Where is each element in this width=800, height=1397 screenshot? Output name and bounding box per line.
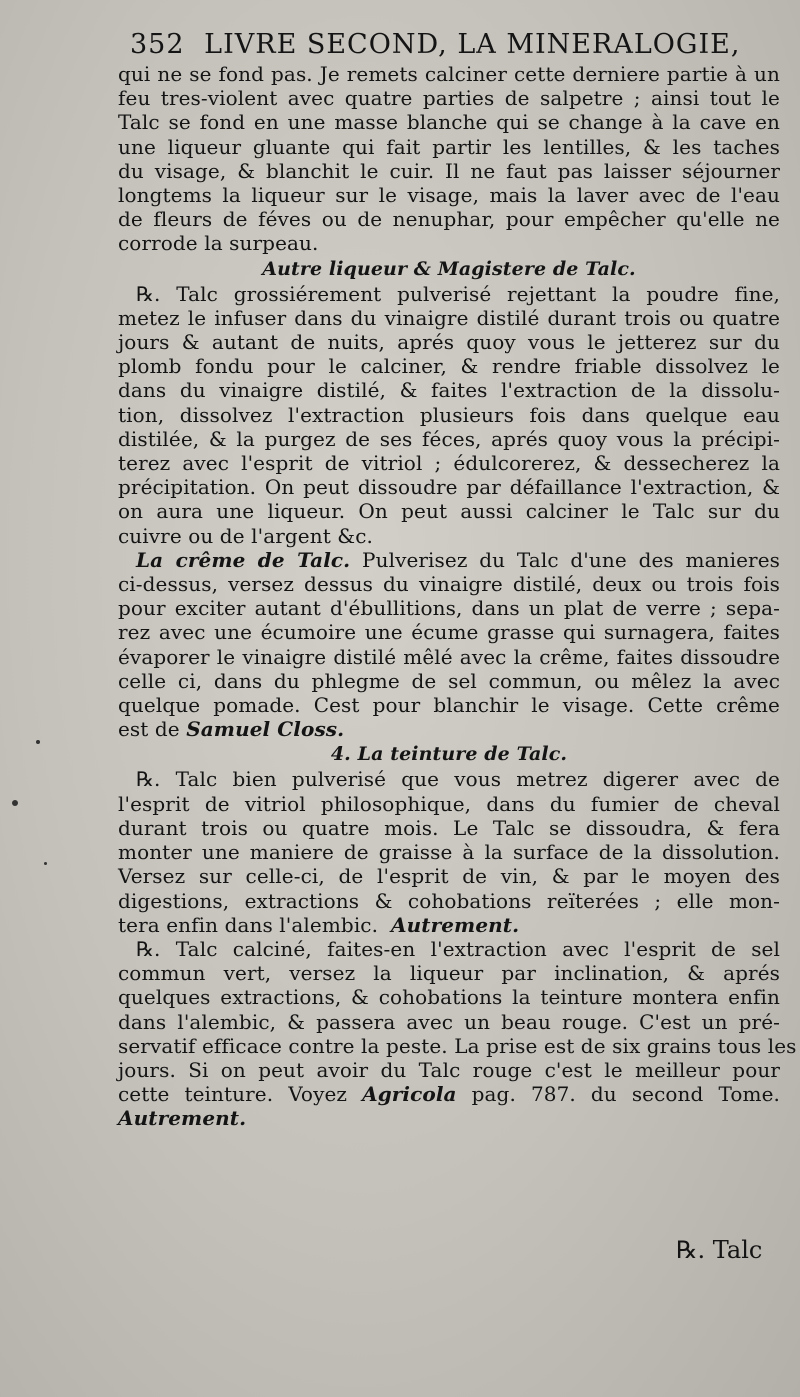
section-heading: Autre liqueur & Magistere de Talc.: [262, 257, 636, 280]
text-fragment: tera enfin dans l'alembic.: [118, 912, 379, 937]
text-line: ℞. Talc calciné, faites-en l'extraction avec l'esprit de sel: [136, 936, 780, 961]
text-line: ℞. Talc bien pulverisé que vous metrez digerer avec de: [136, 767, 780, 792]
text-block: [118, 28, 797, 1131]
paragraph-creme: [118, 548, 780, 742]
text-line: dans du vinaigre distilé, & faites l'extraction de la dissolu-: [118, 378, 780, 403]
reference-page: pag. 787.: [471, 1082, 576, 1107]
text-line: feu tres-violent avec quatre parties de salpetre ; ainsi tout le: [118, 86, 780, 111]
text-fragment: cette teinture. Voyez: [118, 1082, 348, 1107]
ink-speck: [36, 740, 40, 744]
text-line: durant trois ou quatre mois. Le Talc se dissoudra, & fera: [118, 815, 780, 840]
text-line: jours & autant de nuits, aprés quoy vous le jetterez sur du: [118, 330, 780, 355]
text-line: celle ci, dans du phlegme de sel commun, ou mêlez la avec: [118, 668, 780, 693]
text-line: ℞. Talc grossiérement pulverisé rejettant la poudre fine,: [136, 281, 780, 306]
text-line: terez avec l'esprit de vitriol ; édulcorerez, & dessecherez la: [118, 451, 780, 476]
running-head: [130, 28, 780, 62]
text-line: longtems la liqueur sur le visage, mais la laver avec de l'eau: [118, 183, 780, 208]
ink-speck: [44, 862, 47, 865]
text-line: jours. Si on peut avoir du Talc rouge c'est le meilleur pour: [118, 1057, 780, 1082]
reference-rest: du second Tome.: [590, 1082, 780, 1107]
ink-speck: [12, 800, 18, 806]
paragraph-autrement: [118, 936, 797, 1131]
catchword: ℞. Talc: [676, 1236, 763, 1264]
text-line: tion, dissolvez l'extraction plusieurs fois dans quelque eau: [118, 402, 780, 427]
paragraph-teinture: [118, 767, 780, 936]
text-line: monter une maniere de graisse à la surface de la dissolution.: [118, 840, 780, 865]
text-line: servatif efficace contre la peste. La prise est de six grains tous les: [118, 1033, 797, 1058]
text-line: une liqueur gluante qui fait partir les lentilles, & les taches: [118, 134, 780, 159]
text-line: metez le infuser dans du vinaigre distilé durant trois ou quatre: [118, 305, 780, 330]
author-name: Samuel Closs.: [186, 717, 345, 742]
text-line: de fleurs de féves ou de nenuphar, pour empêcher qu'elle ne: [118, 207, 780, 232]
text-line: distilée, & la purgez de ses féces, aprés quoy vous la précipi-: [118, 426, 780, 451]
text-line: cuivre ou de l'argent &c.: [118, 523, 373, 548]
paragraph-continuation: [118, 62, 780, 256]
text-line: ci-dessus, versez dessus du vinaigre distilé, deux ou trois fois: [118, 572, 780, 597]
reference-author: Agricola: [362, 1082, 457, 1107]
text-line: précipitation. On peut dissoudre par défaillance l'extraction, &: [118, 475, 780, 500]
text-line: quelques extractions, & cohobations la teinture montera enfin: [118, 985, 780, 1010]
text-line: [118, 548, 780, 572]
text-line: Talc se fond en une masse blanche qui se change à la cave en: [118, 110, 780, 135]
text-line: [118, 1082, 780, 1106]
paragraph-magistere: [118, 282, 780, 548]
text-line: commun vert, versez la liqueur par inclination, & aprés: [118, 961, 780, 986]
text-line: pour exciter autant d'ébullitions, dans un plat de verre ; sepa-: [118, 596, 780, 621]
section-heading: 4. La teinture de Talc.: [330, 743, 568, 766]
text-line: plomb fondu pour le calciner, & rendre friable dissolvez le: [118, 354, 780, 379]
text-line: [118, 717, 780, 741]
text-line: [118, 913, 780, 937]
text-fragment: Pulverisez du Talc d'une des manieres: [362, 547, 780, 572]
text-line: qui ne se fond pas. Je remets calciner cette derniere partie à un: [118, 62, 780, 86]
text-line: Versez sur celle-ci, de l'esprit de vin, & par le moyen des: [118, 864, 780, 889]
inline-heading: La crême de Talc.: [136, 547, 351, 572]
text-line: du visage, & blanchit le cuir. Il ne faut pas laisser séjourner: [118, 158, 780, 183]
text-line: l'esprit de vitriol philosophique, dans du fumier de cheval: [118, 791, 780, 816]
page-number: 352: [130, 29, 185, 60]
autrement-label: Autrement.: [118, 1106, 247, 1131]
text-line: dans l'alembic, & passera avec un beau rouge. C'est un pré-: [118, 1009, 780, 1034]
text-line: évaporer le vinaigre distilé mêlé avec la crême, faites dissoudre: [118, 644, 780, 669]
text-line: corrode la surpeau.: [118, 231, 319, 256]
text-line: quelque pomade. Cest pour blanchir le visage. Cette crême: [118, 693, 780, 718]
running-title: LIVRE SECOND, LA MINERALOGIE,: [204, 29, 741, 60]
text-line: on aura une liqueur. On peut aussi calciner le Talc sur du: [118, 499, 780, 524]
text-line: digestions, extractions & cohobations reïterées ; elle mon-: [118, 888, 780, 913]
autrement-label: Autrement.: [391, 912, 520, 937]
text-line: rez avec une écumoire une écume grasse qui surnagera, faites: [118, 620, 780, 645]
text-fragment: est de: [118, 717, 180, 742]
